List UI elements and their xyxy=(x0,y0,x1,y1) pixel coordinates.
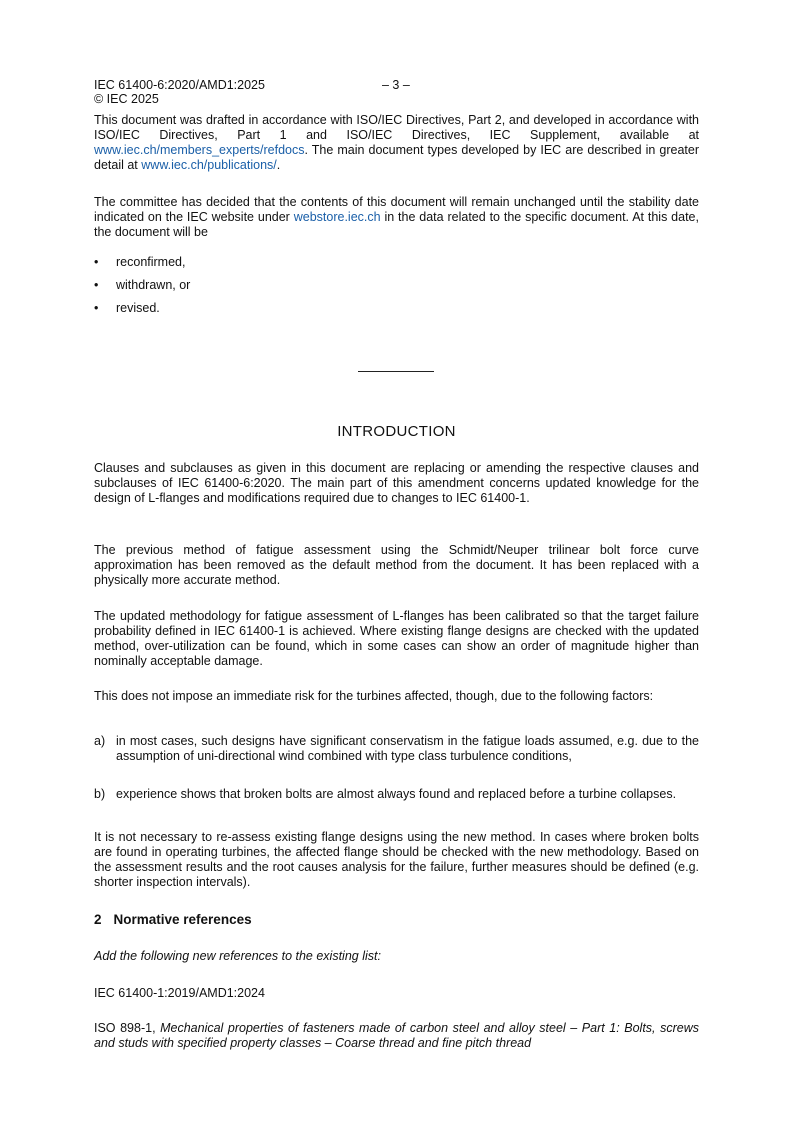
copyright: © IEC 2025 xyxy=(94,92,159,106)
page-number: – 3 – xyxy=(382,78,410,92)
text-span: . xyxy=(276,158,281,172)
intro-paragraph-1: Clauses and subclauses as given in this document are replacing or amending the respective clauses and subclauses of IEC 61400-6:2020. The main part of this amendment concerns updated knowledge for the design of L-flanges and modifications required due to changes to IEC 61400-1. xyxy=(94,461,699,505)
list-item-text: withdrawn, or xyxy=(116,278,191,292)
link-refdocs[interactable]: www.iec.ch/members_experts/refdocs xyxy=(94,143,305,157)
list-item-b xyxy=(94,787,699,802)
reference-title: Mechanical properties of fasteners made of carbon steel and alloy steel – Part 1: Bolts, screws and studs with specified property classes – Coarse thread and fine pitch thread xyxy=(94,1021,699,1050)
link-publications[interactable]: www.iec.ch/publications/ xyxy=(141,158,277,172)
list-item-a xyxy=(94,734,699,764)
item-text: in most cases, such designs have significant conservatism in the fatigue loads assumed, e.g. due to the assumption of uni-directional wind combined with type class turbulence conditions, xyxy=(116,734,699,763)
foreword-paragraph-1 xyxy=(94,113,699,173)
bullet-glyph: • xyxy=(94,278,99,292)
intro-paragraph-3: The updated methodology for fatigue assessment of L-flanges has been calibrated so that the target failure probability defined in IEC 61400-1 is achieved. Where existing flange designs are checked with the updated method, over-utilization can be found, which in some cases can show an order of magnitude higher than nominally acceptable damage. xyxy=(94,609,699,668)
bullet-glyph: • xyxy=(94,301,99,315)
section-heading xyxy=(94,912,252,927)
foreword-paragraph-2 xyxy=(94,195,699,240)
document-id: IEC 61400-6:2020/AMD1:2025 xyxy=(94,78,265,92)
text-span: The committee has decided that the contents of this document will remain unchanged until the stability date indicated on the IEC website under xyxy=(94,195,699,224)
bullet-glyph: • xyxy=(94,255,99,269)
reference-1: IEC 61400-1:2019/AMD1:2024 xyxy=(94,986,265,1000)
section-instruction: Add the following new references to the existing list: xyxy=(94,949,381,963)
section-title: Normative references xyxy=(113,912,252,927)
intro-paragraph-2: The previous method of fatigue assessment using the Schmidt/Neuper trilinear bolt force curve approximation has been removed as the default method from the document. It has been replaced with a physically more accurate method. xyxy=(94,543,699,587)
introduction-heading: INTRODUCTION xyxy=(337,423,456,440)
section-number: 2 xyxy=(94,912,102,927)
item-label: b) xyxy=(94,787,106,801)
reference-prefix: ISO 898-1, xyxy=(94,1021,161,1035)
item-label: a) xyxy=(94,734,106,748)
intro-paragraph-4: This does not impose an immediate risk for the turbines affected, though, due to the following factors: xyxy=(94,689,654,703)
link-webstore[interactable]: webstore.iec.ch xyxy=(293,210,381,224)
list-item-text: revised. xyxy=(116,301,160,315)
list-item-text: reconfirmed, xyxy=(116,255,186,269)
item-text: experience shows that broken bolts are almost always found and replaced before a turbine collapses. xyxy=(116,787,677,801)
reference-2 xyxy=(94,1021,699,1051)
text-span: This document was drafted in accordance with ISO/IEC Directives, Part 2, and developed in accordance with ISO/IEC Directives, Part 1 and ISO/IEC Directives, IEC Supplement, available at xyxy=(94,113,699,142)
text-span: . The main document types developed by IEC are described in greater detail at xyxy=(94,143,699,172)
text-span: in the data related to the specific document. At this date, the document will be xyxy=(94,210,699,239)
intro-paragraph-5: It is not necessary to re-assess existing flange designs using the new method. In cases where broken bolts are found in operating turbines, the affected flange should be checked with the new methodology. Based on the assessment results and the root causes analysis for the failure, further measures should be defined (e.g. shorter inspection intervals). xyxy=(94,830,699,889)
separator-line xyxy=(358,371,434,372)
